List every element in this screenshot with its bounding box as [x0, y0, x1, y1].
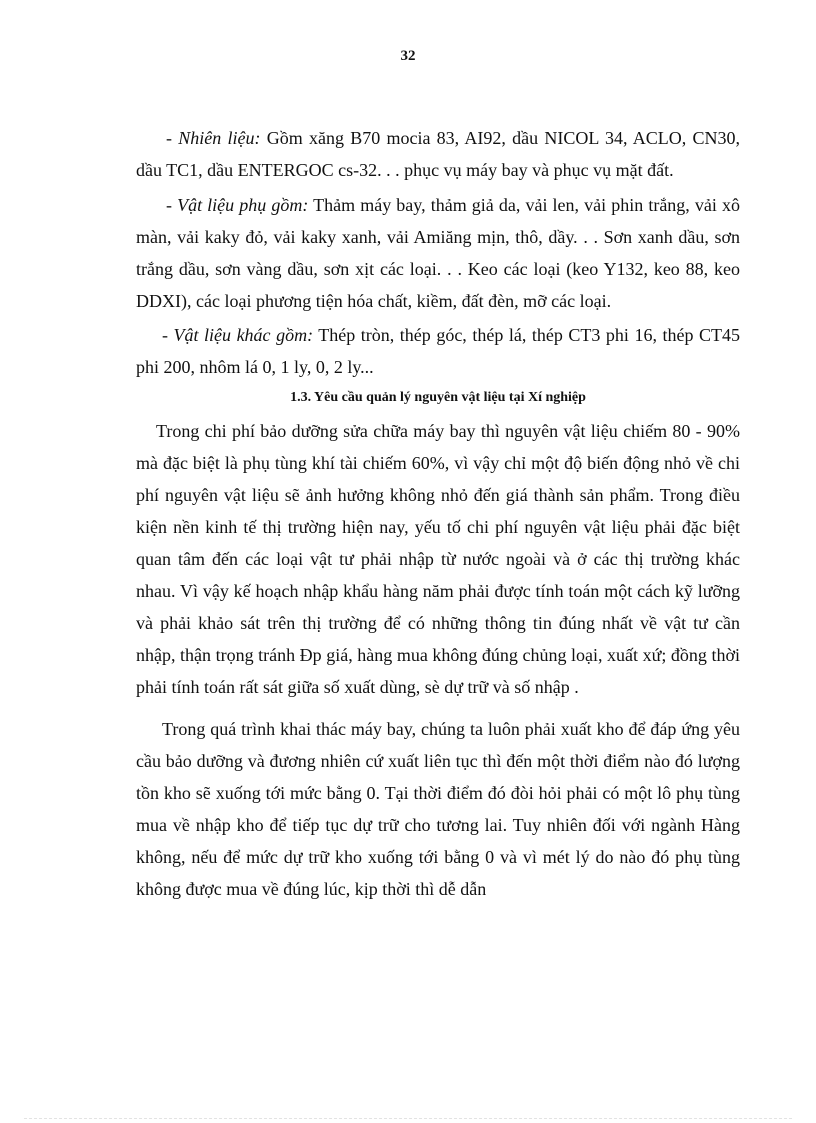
- page-content: [136, 122, 740, 905]
- other-materials-text: Thép tròn, thép góc, thép lá, thép CT3 phi 16, thép CT45 phi 200, nhôm lá 0, 1 ly, 0, 2 ly...: [136, 325, 740, 377]
- auxiliary-materials-paragraph: [136, 189, 740, 317]
- other-materials-term: - Vật liệu khác gồm:: [162, 325, 314, 345]
- page-bottom-divider: [24, 1118, 792, 1119]
- other-materials-paragraph: [136, 319, 740, 383]
- fuel-term: - Nhiên liệu:: [166, 128, 261, 148]
- body-paragraph-inventory: Trong quá trình khai thác máy bay, chúng ta luôn phải xuất kho để đáp ứng yêu cầu bảo dưỡng và đương nhiên cứ xuất liên tục thì đến một thời điểm nào đó lượng tồn kho sẽ xuống tới mức bằng 0. Tại thời điểm đó đòi hỏi phải có một lô phụ tùng mua về nhập kho để tiếp tục dự trữ cho tương lai. Tuy nhiên đối với ngành Hàng không, nếu để mức dự trữ kho xuống tới bằng 0 và vì mét lý do nào đó phụ tùng không được mua về đúng lúc, kịp thời thì dễ dẫn: [136, 719, 740, 899]
- auxiliary-materials-term: - Vật liệu phụ gồm:: [166, 195, 309, 215]
- fuel-text: Gồm xăng B70 mocia 83, AI92, dầu NICOL 34, ACLO, CN30, dầu TC1, dầu ENTERGOC cs-32. . . phục vụ máy bay và phục vụ mặt đất.: [136, 128, 740, 180]
- auxiliary-materials-text: Thảm máy bay, thảm giả da, vải len, vải phin trắng, vải xô màn, vải kaky đỏ, vải kaky xanh, vải Amiăng mịn, thô, dầy. . . Sơn xanh dầu, sơn trắng dầu, sơn vàng dầu, sơn xịt các loại. . . Keo các loại (keo Y132, keo 88, keo DDXI), các loại phương tiện hóa chất, kiềm, đất đèn, mỡ các loại.: [136, 195, 740, 311]
- fuel-paragraph: [136, 122, 740, 186]
- body-paragraph-cost: Trong chi phí bảo dưỡng sửa chữa máy bay thì nguyên vật liệu chiếm 80 - 90% mà đặc biệt là phụ tùng khí tài chiếm 60%, vì vậy chỉ một độ biến động nhỏ về chi phí nguyên vật liệu sẽ ảnh hưởng không nhỏ đến giá thành sản phẩm. Trong điều kiện nền kinh tế thị trường hiện nay, yếu tố chi phí nguyên vật liệu phải đặc biệt quan tâm đến các loại vật tư phải nhập từ nước ngoài và ở các thị trường khác nhau. Vì vậy kế hoạch nhập khẩu hàng năm phải được tính toán một cách kỹ lưỡng và phải khảo sát trên thị trường để có những thông tin đúng nhất về vật tư cần nhập, thận trọng tránh Đp giá, hàng mua không đúng chủng loại, xuất xứ; đồng thời phải tính toán rất sát giữa số xuất dùng, sè dự trữ và số nhập .: [136, 421, 740, 697]
- page-number: 32: [400, 48, 416, 64]
- section-heading: 1.3. Yêu cầu quản lý nguyên vật liệu tại Xí nghiệp: [290, 390, 586, 405]
